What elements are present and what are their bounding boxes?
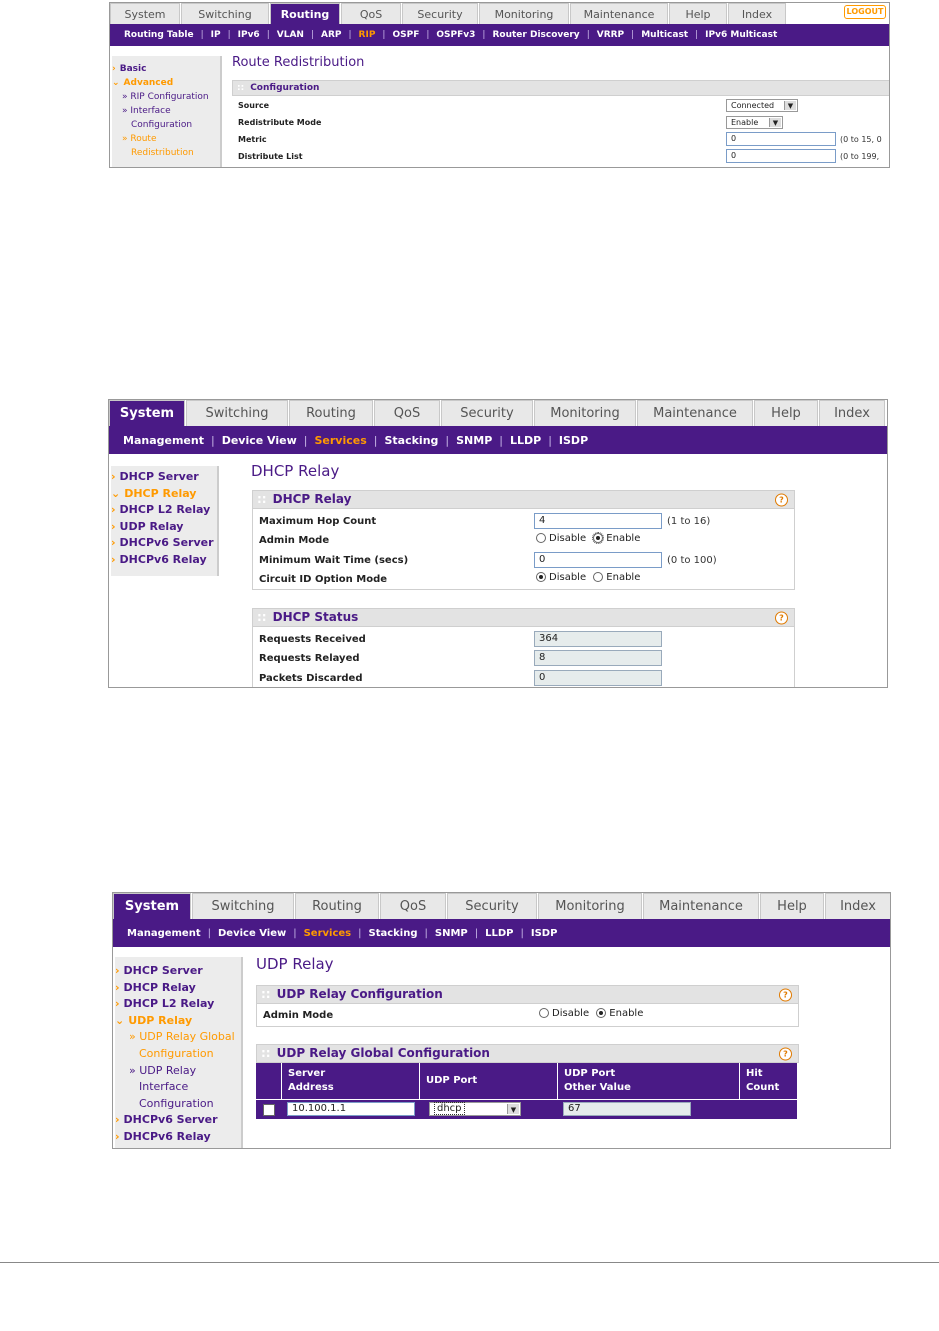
admin-mode-label: Admin Mode [259, 535, 330, 546]
main-tabs [113, 893, 890, 919]
sub-nav: Management | Device View | Services | Stacking | SNMP | LLDP | ISDP [113, 919, 890, 947]
distribute-list-label: Distribute List [238, 152, 303, 161]
requests-received-label: Requests Received [259, 634, 366, 645]
sidebar-item-dhcp-relay[interactable]: ⌄ DHCP Relay [111, 486, 197, 500]
admin-mode-label: Admin Mode [263, 1010, 334, 1021]
tab-help[interactable]: Help [760, 893, 824, 919]
tab-security[interactable]: Security [441, 400, 533, 426]
sidebar-item-udp-relay[interactable]: ⌄ UDP Relay [115, 1013, 193, 1027]
sidebar-item-advanced[interactable]: ⌄ Advanced [112, 78, 174, 88]
page-title: DHCP Relay [251, 462, 340, 480]
sidebar-item-dhcp-server[interactable]: › DHCP Server [111, 470, 199, 483]
max-hop-count-label: Maximum Hop Count [259, 516, 377, 527]
tab-maintenance[interactable]: Maintenance [643, 893, 759, 919]
admin-mode-radio-group: Disable Enable [536, 533, 640, 544]
subnav-device-view[interactable]: Device View [221, 433, 297, 447]
sidebar-item-dhcp-l2-relay[interactable]: › DHCP L2 Relay [111, 503, 211, 517]
col-server-address: Server Address [282, 1063, 420, 1099]
subnav-management[interactable]: Management [127, 927, 201, 939]
packets-discarded-label: Packets Discarded [259, 673, 363, 684]
sidebar-item-dhcp-l2-relay[interactable]: › DHCP L2 Relay [115, 997, 215, 1011]
subnav-multicast[interactable]: Multicast [641, 30, 689, 40]
metric-label: Metric [238, 135, 267, 144]
section-dhcp-relay: :: DHCP Relay ? [252, 490, 795, 509]
footer-rule [0, 1262, 939, 1263]
section-udp-relay-global-configuration: :: UDP Relay Global Configuration ? [256, 1044, 799, 1063]
distribute-list-input[interactable]: 0 [726, 149, 836, 163]
tab-index[interactable]: Index [825, 893, 891, 919]
distribute-list-hint: (0 to 199, [840, 152, 880, 161]
sidebar-item-dhcp-relay[interactable]: › DHCP Relay [115, 980, 196, 994]
subnav-ipv6[interactable]: IPv6 [237, 30, 260, 40]
subnav-ip[interactable]: IP [210, 30, 221, 40]
tab-routing[interactable]: Routing [295, 893, 379, 919]
packets-discarded-value: 0 [534, 670, 662, 686]
tab-system[interactable]: System [113, 893, 191, 919]
section-udp-relay-configuration: :: UDP Relay Configuration ? [256, 985, 799, 1004]
subnav-lldp[interactable]: LLDP [509, 433, 542, 447]
page-title: Route Redistribution [232, 55, 365, 70]
redistribute-mode-select[interactable]: Enable ▼ [726, 116, 783, 129]
sidebar [112, 56, 222, 168]
subnav-isdp[interactable]: ISDP [530, 927, 558, 939]
min-wait-time-hint: (0 to 100) [667, 555, 717, 566]
tab-qos[interactable]: QoS [374, 400, 440, 426]
chevron-down-icon: ▼ [784, 101, 796, 110]
chevron-down-icon: ▼ [507, 1104, 519, 1114]
max-hop-count-hint: (1 to 16) [667, 516, 711, 527]
sidebar-item-dhcpv6-server[interactable]: › DHCPv6 Server [115, 1113, 218, 1127]
sidebar-item-basic[interactable]: › Basic [112, 64, 147, 74]
sub-nav: Management | Device View | Services | Stacking | SNMP | LLDP | ISDP [109, 426, 887, 454]
sidebar-item-rip-configuration[interactable]: » RIP Configuration [122, 92, 209, 102]
tab-maintenance[interactable]: Maintenance [637, 400, 753, 426]
subnav-stacking[interactable]: Stacking [368, 927, 418, 939]
main-tabs [110, 3, 889, 24]
subnav-rip[interactable]: RIP [358, 30, 376, 40]
requests-relayed-label: Requests Relayed [259, 653, 360, 664]
tab-routing[interactable]: Routing [270, 3, 340, 24]
subnav-snmp[interactable]: SNMP [456, 433, 493, 447]
tab-switching[interactable]: Switching [192, 893, 294, 919]
subnav-router-discovery[interactable]: Router Discovery [492, 30, 580, 40]
dhcp-relay-screenshot [108, 399, 888, 688]
subnav-lldp[interactable]: LLDP [485, 927, 514, 939]
tab-qos[interactable]: QoS [341, 3, 401, 24]
subnav-device-view[interactable]: Device View [217, 927, 287, 939]
redistribute-mode-label: Redistribute Mode [238, 118, 322, 127]
page-title: UDP Relay [256, 955, 334, 973]
logout-button[interactable]: LOGOUT [844, 5, 886, 19]
udp-relay-screenshot [112, 892, 891, 1149]
admin-mode-enable-radio[interactable] [593, 533, 603, 543]
main-tabs [109, 400, 887, 426]
tab-maintenance[interactable]: Maintenance [570, 3, 668, 24]
subnav-management[interactable]: Management [123, 433, 204, 447]
subnav-ipv6-multicast[interactable]: IPv6 Multicast [705, 30, 778, 40]
requests-relayed-value: 8 [534, 650, 662, 666]
help-icon[interactable]: ? [775, 611, 788, 624]
admin-mode-disable-radio[interactable] [539, 1008, 549, 1018]
subnav-stacking[interactable]: Stacking [384, 433, 439, 447]
chevron-down-icon: ▼ [769, 118, 781, 127]
subnav-routing-table[interactable]: Routing Table [124, 30, 194, 40]
subnav-snmp[interactable]: SNMP [434, 927, 468, 939]
subnav-services[interactable]: Services [303, 927, 352, 939]
tab-monitoring[interactable]: Monitoring [534, 400, 636, 426]
subnav-arp[interactable]: ARP [321, 30, 342, 40]
tab-security[interactable]: Security [402, 3, 478, 24]
admin-mode-disable-radio[interactable] [536, 533, 546, 543]
tab-help[interactable]: Help [669, 3, 727, 24]
section-dhcp-status: :: DHCP Status ? [252, 608, 795, 627]
section-configuration: :: Configuration [232, 80, 890, 96]
subnav-vlan[interactable]: VLAN [276, 30, 304, 40]
sidebar [115, 957, 243, 1149]
tab-qos[interactable]: QoS [380, 893, 446, 919]
metric-hint: (0 to 15, 0 [840, 135, 882, 144]
subnav-vrrp[interactable]: VRRP [596, 30, 625, 40]
max-hop-count-input[interactable]: 4 [534, 513, 662, 529]
metric-input[interactable]: 0 [726, 132, 836, 146]
col-udp-port: UDP Port [420, 1063, 558, 1099]
tab-system[interactable]: System [110, 3, 180, 24]
subnav-services[interactable]: Services [314, 433, 367, 447]
sub-nav: Routing Table | IP | IPv6 | VLAN | ARP | RIP | OSPF | OSPFv3 | Router Discovery | VRRP | Multicast | IPv6 Multicast [110, 24, 889, 46]
help-icon[interactable]: ? [779, 1047, 792, 1060]
min-wait-time-input[interactable]: 0 [534, 552, 662, 568]
circuit-id-label: Circuit ID Option Mode [259, 574, 388, 585]
sidebar-item-dhcpv6-server[interactable]: › DHCPv6 Server [111, 536, 214, 550]
sidebar-item-dhcpv6-relay[interactable]: › DHCPv6 Relay [111, 552, 207, 566]
subnav-ospfv3[interactable]: OSPFv3 [436, 30, 476, 40]
circuit-id-enable-radio[interactable] [593, 572, 603, 582]
sidebar-item-udp-relay-global-configuration[interactable]: » UDP Relay Global Configuration [129, 1030, 235, 1060]
sidebar-item-interface-configuration[interactable]: » Interface Configuration [122, 106, 193, 130]
tab-monitoring[interactable]: Monitoring [479, 3, 569, 24]
sidebar-item-udp-relay[interactable]: › UDP Relay [111, 519, 184, 533]
subnav-isdp[interactable]: ISDP [558, 433, 589, 447]
tab-system[interactable]: System [109, 400, 185, 426]
route-redistribution-screenshot [109, 2, 890, 168]
sidebar-item-dhcp-server[interactable]: › DHCP Server [115, 964, 203, 977]
admin-mode-radio-group: Disable Enable [539, 1008, 643, 1019]
udp-port-select[interactable]: dhcp ▼ [429, 1102, 521, 1116]
source-select[interactable]: Connected ▼ [726, 99, 798, 112]
min-wait-time-label: Minimum Wait Time (secs) [259, 555, 409, 566]
tab-switching[interactable]: Switching [186, 400, 288, 426]
sidebar-item-dhcpv6-relay[interactable]: › DHCPv6 Relay [115, 1129, 211, 1143]
tab-switching[interactable]: Switching [181, 3, 269, 24]
tab-monitoring[interactable]: Monitoring [538, 893, 642, 919]
source-label: Source [238, 101, 270, 110]
circuit-id-radio-group: Disable Enable [536, 572, 640, 583]
tab-help[interactable]: Help [754, 400, 818, 426]
circuit-id-disable-radio[interactable] [536, 572, 546, 582]
tab-routing[interactable]: Routing [289, 400, 373, 426]
admin-mode-enable-radio[interactable] [596, 1008, 606, 1018]
sidebar [111, 466, 219, 576]
help-icon[interactable]: ? [775, 493, 788, 506]
tab-index[interactable]: Index [728, 3, 786, 24]
subnav-ospf[interactable]: OSPF [392, 30, 420, 40]
col-udp-port-other-value: UDP Port Other Value [558, 1063, 740, 1099]
row-select-checkbox[interactable] [263, 1104, 275, 1116]
col-hit-count: Hit Count [740, 1063, 797, 1099]
server-address-input[interactable]: 10.100.1.1 [287, 1102, 415, 1116]
tab-security[interactable]: Security [447, 893, 537, 919]
sidebar-item-route-redistribution[interactable]: » Route Redistribution [122, 134, 194, 158]
sidebar-item-udp-relay-interface-configuration[interactable]: » UDP Relay Interface Configuration [129, 1063, 214, 1110]
requests-received-value: 364 [534, 631, 662, 647]
col-select [256, 1063, 282, 1099]
help-icon[interactable]: ? [779, 988, 792, 1001]
udp-port-other-value-input[interactable]: 67 [563, 1102, 691, 1116]
tab-index[interactable]: Index [819, 400, 885, 426]
